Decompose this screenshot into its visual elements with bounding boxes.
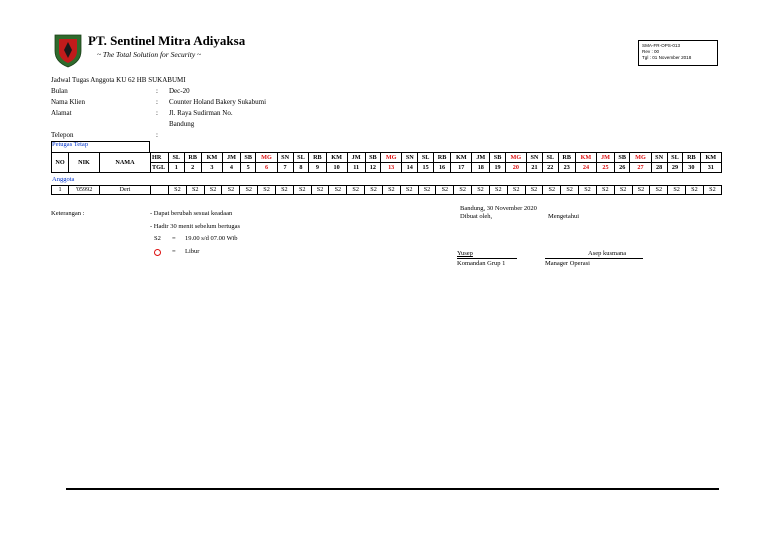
date-cell: 29	[667, 163, 683, 173]
company-logo	[54, 34, 82, 68]
libur-circle-icon	[154, 249, 161, 256]
date-cell: 27	[630, 163, 651, 173]
day-name-cell: SB	[614, 153, 630, 163]
day-name-cell: RB	[184, 153, 201, 163]
day-name-cell: MG	[256, 153, 277, 163]
date-cell: 26	[614, 163, 630, 173]
note-berubah: - Dapat berubah sesuai keadaan	[150, 210, 233, 217]
date-cell: 5	[240, 163, 256, 173]
date-cell: 25	[596, 163, 614, 173]
day-name-cell: KM	[575, 153, 596, 163]
shift-cell: S2	[543, 186, 561, 195]
signature-underline-2	[545, 258, 643, 259]
shift-cell: S2	[400, 186, 418, 195]
nik-header: NIK	[69, 153, 100, 173]
date-cell: 31	[700, 163, 721, 173]
shift-cell: S2	[258, 186, 276, 195]
date-cell: 22	[543, 163, 559, 173]
day-name-cell: SL	[293, 153, 309, 163]
alamat-value-line2: Bandung	[169, 120, 195, 128]
row-hr-spacer	[151, 186, 169, 195]
day-name-cell: SN	[651, 153, 667, 163]
signature-role-2: Manager Operasi	[545, 260, 590, 267]
row-nik: '05992	[69, 186, 100, 195]
date-cell: 17	[451, 163, 472, 173]
shift-cell: S2	[525, 186, 543, 195]
no-header: NO	[52, 153, 69, 173]
shift-cell: S2	[382, 186, 400, 195]
bottom-divider	[66, 488, 719, 490]
day-name-cell: JM	[347, 153, 365, 163]
date-cell: 9	[309, 163, 326, 173]
shift-cell: S2	[169, 186, 187, 195]
bulan-value: Dec-20	[169, 87, 190, 95]
shift-cell: S2	[204, 186, 222, 195]
date-cell: 19	[490, 163, 506, 173]
signature-name-1: Yusep	[457, 250, 473, 257]
nama-header: NAMA	[100, 153, 151, 173]
klien-label: Nama Klien	[51, 98, 86, 106]
schedule-title: Jadwal Tugas Anggota KU 62 HB SUKABUMI	[51, 76, 186, 84]
shift-cell: S2	[347, 186, 365, 195]
shift-cell: S2	[454, 186, 472, 195]
day-name-cell: JM	[472, 153, 490, 163]
date-cell: 16	[433, 163, 450, 173]
day-name-cell: KM	[201, 153, 222, 163]
date-cell: 18	[472, 163, 490, 173]
signature-role-1: Komandan Grup 1	[457, 260, 506, 267]
legend-s2-desc: 19.00 s/d 07.00 Wib	[185, 235, 238, 242]
date-cell: 3	[201, 163, 222, 173]
form-date: Tgl : 01 November 2018	[642, 55, 692, 60]
date-cell: 15	[418, 163, 434, 173]
shift-cell: S2	[561, 186, 579, 195]
shift-cell: S2	[686, 186, 704, 195]
shift-cell: S2	[418, 186, 436, 195]
shift-cell: S2	[240, 186, 258, 195]
day-name-cell: SB	[365, 153, 381, 163]
shift-cell: S2	[489, 186, 507, 195]
shift-cell: S2	[275, 186, 293, 195]
table-row	[52, 186, 722, 195]
date-cell: 12	[365, 163, 381, 173]
bulan-label: Bulan	[51, 87, 68, 95]
petugas-tetap-frame	[51, 141, 150, 152]
day-name-cell: SB	[240, 153, 256, 163]
shift-cell: S2	[507, 186, 525, 195]
shift-cell: S2	[632, 186, 650, 195]
hr-label: HR	[151, 153, 169, 163]
shift-cell: S2	[579, 186, 597, 195]
shift-cell: S2	[436, 186, 454, 195]
row-nama: Deri	[100, 186, 151, 195]
date-cell: 13	[381, 163, 402, 173]
legend-s2-equals: =	[172, 235, 176, 242]
shield-logo-icon	[54, 34, 82, 68]
date-cell: 11	[347, 163, 365, 173]
day-name-cell: SL	[418, 153, 434, 163]
day-name-cell: KM	[700, 153, 721, 163]
klien-value: Counter Holand Bakery Sukabumi	[169, 98, 267, 106]
shift-cell: S2	[329, 186, 347, 195]
legend-libur-desc: Libur	[185, 248, 200, 255]
day-name-cell: MG	[381, 153, 402, 163]
date-cell: 6	[256, 163, 277, 173]
day-name-cell: RB	[683, 153, 700, 163]
date-cell: 24	[575, 163, 596, 173]
day-name-cell: JM	[596, 153, 614, 163]
note-hadir: - Hadir 30 menit sebelum bertugas	[150, 223, 241, 230]
date-cell: 2	[184, 163, 201, 173]
date-cell: 23	[558, 163, 575, 173]
alamat-label: Alamat	[51, 109, 72, 117]
shift-cell: S2	[222, 186, 240, 195]
form-reference-box	[638, 40, 718, 66]
row-no: 1	[52, 186, 69, 195]
signature-name-2: Asep kusmana	[588, 250, 627, 257]
shift-cell: S2	[365, 186, 383, 195]
shift-cell: S2	[668, 186, 686, 195]
day-name-cell: RB	[558, 153, 575, 163]
shift-cell: S2	[650, 186, 668, 195]
shift-cell: S2	[596, 186, 614, 195]
date-cell: 4	[222, 163, 240, 173]
day-name-cell: RB	[433, 153, 450, 163]
shift-cell: S2	[311, 186, 329, 195]
day-name-cell: MG	[505, 153, 526, 163]
signature-place-date: Bandung, 30 November 2020	[460, 205, 537, 212]
company-tagline: ~ The Total Solution for Security ~	[97, 50, 202, 59]
schedule-header-table	[51, 152, 722, 173]
signature-dibuat-oleh: Dibuat oleh,	[460, 213, 493, 220]
klien-colon: :	[156, 98, 158, 106]
company-name: PT. Sentinel Mitra Adiyaksa	[88, 33, 246, 48]
day-name-cell: JM	[222, 153, 240, 163]
telepon-label: Telepon	[51, 131, 74, 139]
form-code: SMA-FR-OPS-013	[642, 43, 681, 48]
day-name-cell: SN	[402, 153, 418, 163]
anggota-label: Anggota	[52, 176, 75, 183]
day-name-cell: SL	[543, 153, 559, 163]
date-cell: 7	[277, 163, 293, 173]
date-cell: 30	[683, 163, 700, 173]
day-name-cell: KM	[451, 153, 472, 163]
signature-mengetahui: Mengetahui	[548, 213, 580, 220]
form-revision: Rev : 00	[642, 49, 660, 54]
shift-cell: S2	[614, 186, 632, 195]
day-name-cell: SL	[667, 153, 683, 163]
date-cell: 20	[505, 163, 526, 173]
petugas-tetap-label: Petugas Tetap	[52, 141, 89, 148]
day-name-cell: SL	[169, 153, 185, 163]
alamat-colon: :	[156, 109, 158, 117]
date-cell: 8	[293, 163, 309, 173]
legend-s2-code: S2	[154, 235, 161, 242]
date-row	[52, 163, 722, 173]
shift-cell: S2	[472, 186, 490, 195]
legend-libur-equals: =	[172, 248, 176, 255]
signature-underline-1	[457, 258, 517, 259]
day-name-cell: RB	[309, 153, 326, 163]
bulan-colon: :	[156, 87, 158, 95]
day-name-cell: SN	[526, 153, 542, 163]
date-cell: 21	[526, 163, 542, 173]
date-cell: 10	[326, 163, 347, 173]
date-cell: 14	[402, 163, 418, 173]
anggota-table	[51, 185, 722, 195]
telepon-colon: :	[156, 131, 158, 139]
day-name-cell: SN	[277, 153, 293, 163]
day-name-cell: SB	[490, 153, 506, 163]
shift-cell: S2	[186, 186, 204, 195]
shift-cell: S2	[293, 186, 311, 195]
day-name-cell: KM	[326, 153, 347, 163]
day-name-row	[52, 153, 722, 163]
keterangan-label: Keterangan :	[51, 210, 85, 217]
date-cell: 1	[169, 163, 185, 173]
day-name-cell: MG	[630, 153, 651, 163]
shift-cell: S2	[703, 186, 721, 195]
tgl-label: TGL	[151, 163, 169, 173]
date-cell: 28	[651, 163, 667, 173]
alamat-value-line1: Jl. Raya Sudirman No.	[169, 109, 233, 117]
